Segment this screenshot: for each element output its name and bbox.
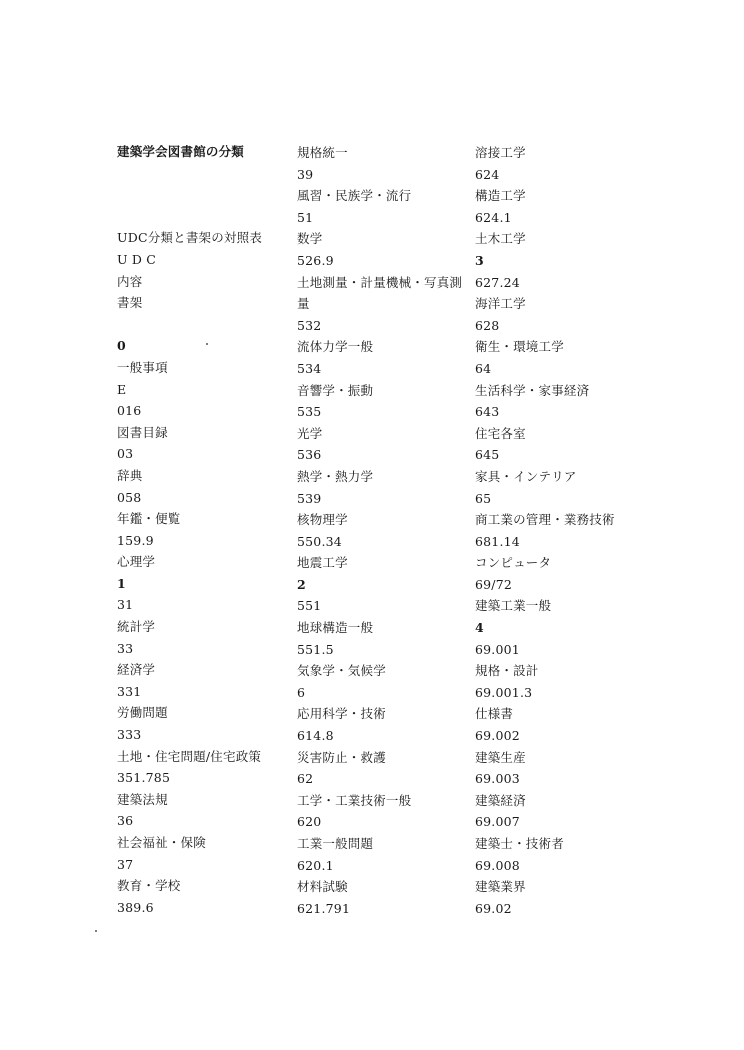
classification-entry: 衛生・環境工学 — [475, 339, 564, 355]
classification-entry: 規格統一 — [297, 145, 348, 160]
classification-entry: 69/72 — [475, 576, 513, 592]
classification-entry: 614.8 — [297, 728, 334, 744]
classification-entry: 351.785 — [117, 770, 171, 786]
classification-entry: 621.791 — [297, 900, 351, 916]
classification-entry: 69.007 — [475, 814, 520, 830]
classification-entry: 教育・学校 — [117, 878, 181, 894]
classification-entry: 03 — [117, 446, 134, 462]
classification-entry: 33 — [117, 640, 134, 656]
classification-entry: 材料試験 — [297, 879, 348, 895]
column-1 — [117, 141, 262, 918]
classification-entry: 年鑑・便覧 — [117, 511, 181, 527]
classification-entry: 6 — [297, 684, 306, 700]
classification-entry: 624 — [475, 166, 500, 182]
classification-entry: 応用科学・技術 — [297, 706, 386, 722]
classification-entry: 建築工業一般 — [475, 598, 552, 614]
classification-entry: 333 — [117, 727, 142, 743]
classification-entry: 532 — [297, 317, 322, 333]
classification-entry: 量 — [297, 296, 310, 312]
classification-entry: 社会福祉・保険 — [117, 835, 206, 850]
classification-entry: 商工業の管理・業務技術 — [475, 512, 615, 528]
classification-entry: 構造工学 — [475, 188, 526, 204]
classification-entry: 数学 — [297, 231, 323, 247]
classification-entry: 551.5 — [297, 641, 334, 657]
classification-entry: 550.34 — [297, 533, 342, 549]
classification-entry: 一般事項 — [117, 359, 168, 375]
classification-entry: 光学 — [297, 425, 323, 441]
page-title: 建築学会図書館の分類 — [117, 144, 245, 159]
scan-speck — [206, 343, 208, 345]
classification-entry: 土地測量・計量機械・写真測 — [297, 274, 463, 290]
classification-entry: 31 — [117, 597, 134, 613]
classification-entry: 36 — [117, 813, 134, 829]
classification-entry: 0 — [117, 338, 126, 354]
classification-entry: 生活科学・家事経済 — [475, 382, 590, 398]
blank-line — [117, 206, 262, 228]
classification-entry: 音響学・振動 — [297, 382, 374, 398]
classification-entry: 統計学 — [117, 619, 156, 635]
classification-entry: 65 — [475, 490, 492, 506]
classification-entry: 土木工学 — [475, 231, 526, 247]
classification-entry: 心理学 — [117, 554, 156, 570]
classification-entry: 風習・民族学・流行 — [297, 188, 412, 204]
classification-entry: 624.1 — [475, 209, 512, 225]
classification-entry: 643 — [475, 404, 500, 420]
classification-entry: 建築経済 — [475, 792, 526, 808]
classification-entry: 620 — [297, 814, 322, 830]
classification-entry: 69.003 — [475, 771, 520, 787]
classification-entry: 工業一般問題 — [297, 836, 374, 851]
classification-entry: 016 — [117, 403, 142, 419]
classification-entry: U D C — [117, 251, 157, 267]
classification-entry: 災害防止・救護 — [297, 749, 386, 765]
classification-entry: 331 — [117, 683, 142, 699]
classification-entry: 書架 — [117, 295, 143, 311]
classification-entry: 37 — [117, 856, 134, 872]
classification-entry: 620.1 — [297, 857, 334, 873]
classification-entry: UDC分類と書架の対照表 — [117, 230, 263, 246]
classification-entry: 地震工学 — [297, 555, 348, 571]
classification-entry: 159.9 — [117, 532, 154, 548]
classification-entry: 気象学・気候学 — [297, 663, 386, 679]
classification-entry: 地球構造一般 — [297, 620, 374, 636]
blank-line — [117, 314, 262, 336]
classification-entry: 681.14 — [475, 533, 520, 549]
classification-entry: 536 — [297, 447, 322, 463]
classification-entry: 規格・設計 — [475, 663, 539, 679]
classification-entry: 工学・工業技術一般 — [297, 792, 412, 808]
column-3 — [475, 142, 615, 919]
classification-entry: 図書目録 — [117, 424, 168, 440]
classification-entry: 建築士・技術者 — [475, 836, 564, 851]
classification-entry: 645 — [475, 447, 500, 463]
classification-entry: 3 — [475, 252, 484, 268]
classification-entry: 流体力学一般 — [297, 339, 374, 355]
classification-entry: E — [117, 381, 127, 397]
classification-entry: 535 — [297, 404, 322, 420]
classification-entry: 熱学・熱力学 — [297, 468, 374, 484]
classification-entry: 64 — [475, 360, 492, 376]
classification-entry: コンピュータ — [475, 555, 552, 571]
classification-entry: 058 — [117, 489, 142, 505]
classification-entry: 土地・住宅問題/住宅政策 — [117, 748, 262, 764]
classification-entry: 2 — [297, 576, 306, 592]
classification-entry: 69.02 — [475, 900, 512, 916]
classification-entry: 建築法規 — [117, 791, 168, 807]
classification-entry: 69.008 — [475, 857, 520, 873]
column-2 — [297, 142, 462, 919]
classification-entry: 69.001.3 — [475, 684, 533, 700]
classification-entry: 627.24 — [475, 274, 520, 290]
classification-entry: 経済学 — [117, 662, 156, 678]
blank-line — [117, 163, 262, 185]
classification-entry: 62 — [297, 771, 314, 787]
blank-line — [117, 184, 262, 206]
classification-entry: 69.001 — [475, 641, 520, 657]
classification-entry: 534 — [297, 360, 322, 376]
classification-entry: 溶接工学 — [475, 145, 526, 160]
classification-entry: 389.6 — [117, 899, 154, 915]
classification-entry: 4 — [475, 620, 484, 636]
classification-entry: 51 — [297, 209, 314, 225]
classification-entry: 内容 — [117, 273, 143, 289]
classification-entry: 仕様書 — [475, 706, 514, 722]
classification-entry: 建築業界 — [475, 879, 526, 895]
classification-entry: 39 — [297, 166, 314, 182]
classification-entry: 海洋工学 — [475, 296, 526, 312]
classification-entry: 労働問題 — [117, 705, 168, 721]
classification-entry: 69.002 — [475, 728, 520, 744]
classification-entry: 核物理学 — [297, 512, 348, 528]
classification-entry: 551 — [297, 598, 322, 614]
classification-entry: 住宅各室 — [475, 425, 526, 441]
classification-entry: 家具・インテリア — [475, 468, 577, 484]
scan-speck — [95, 930, 97, 932]
classification-entry: 526.9 — [297, 252, 334, 268]
classification-entry: 辞典 — [117, 467, 143, 483]
classification-entry: 建築生産 — [475, 749, 526, 765]
classification-entry: 1 — [117, 575, 126, 591]
classification-entry: 539 — [297, 490, 322, 506]
classification-entry: 628 — [475, 317, 500, 333]
